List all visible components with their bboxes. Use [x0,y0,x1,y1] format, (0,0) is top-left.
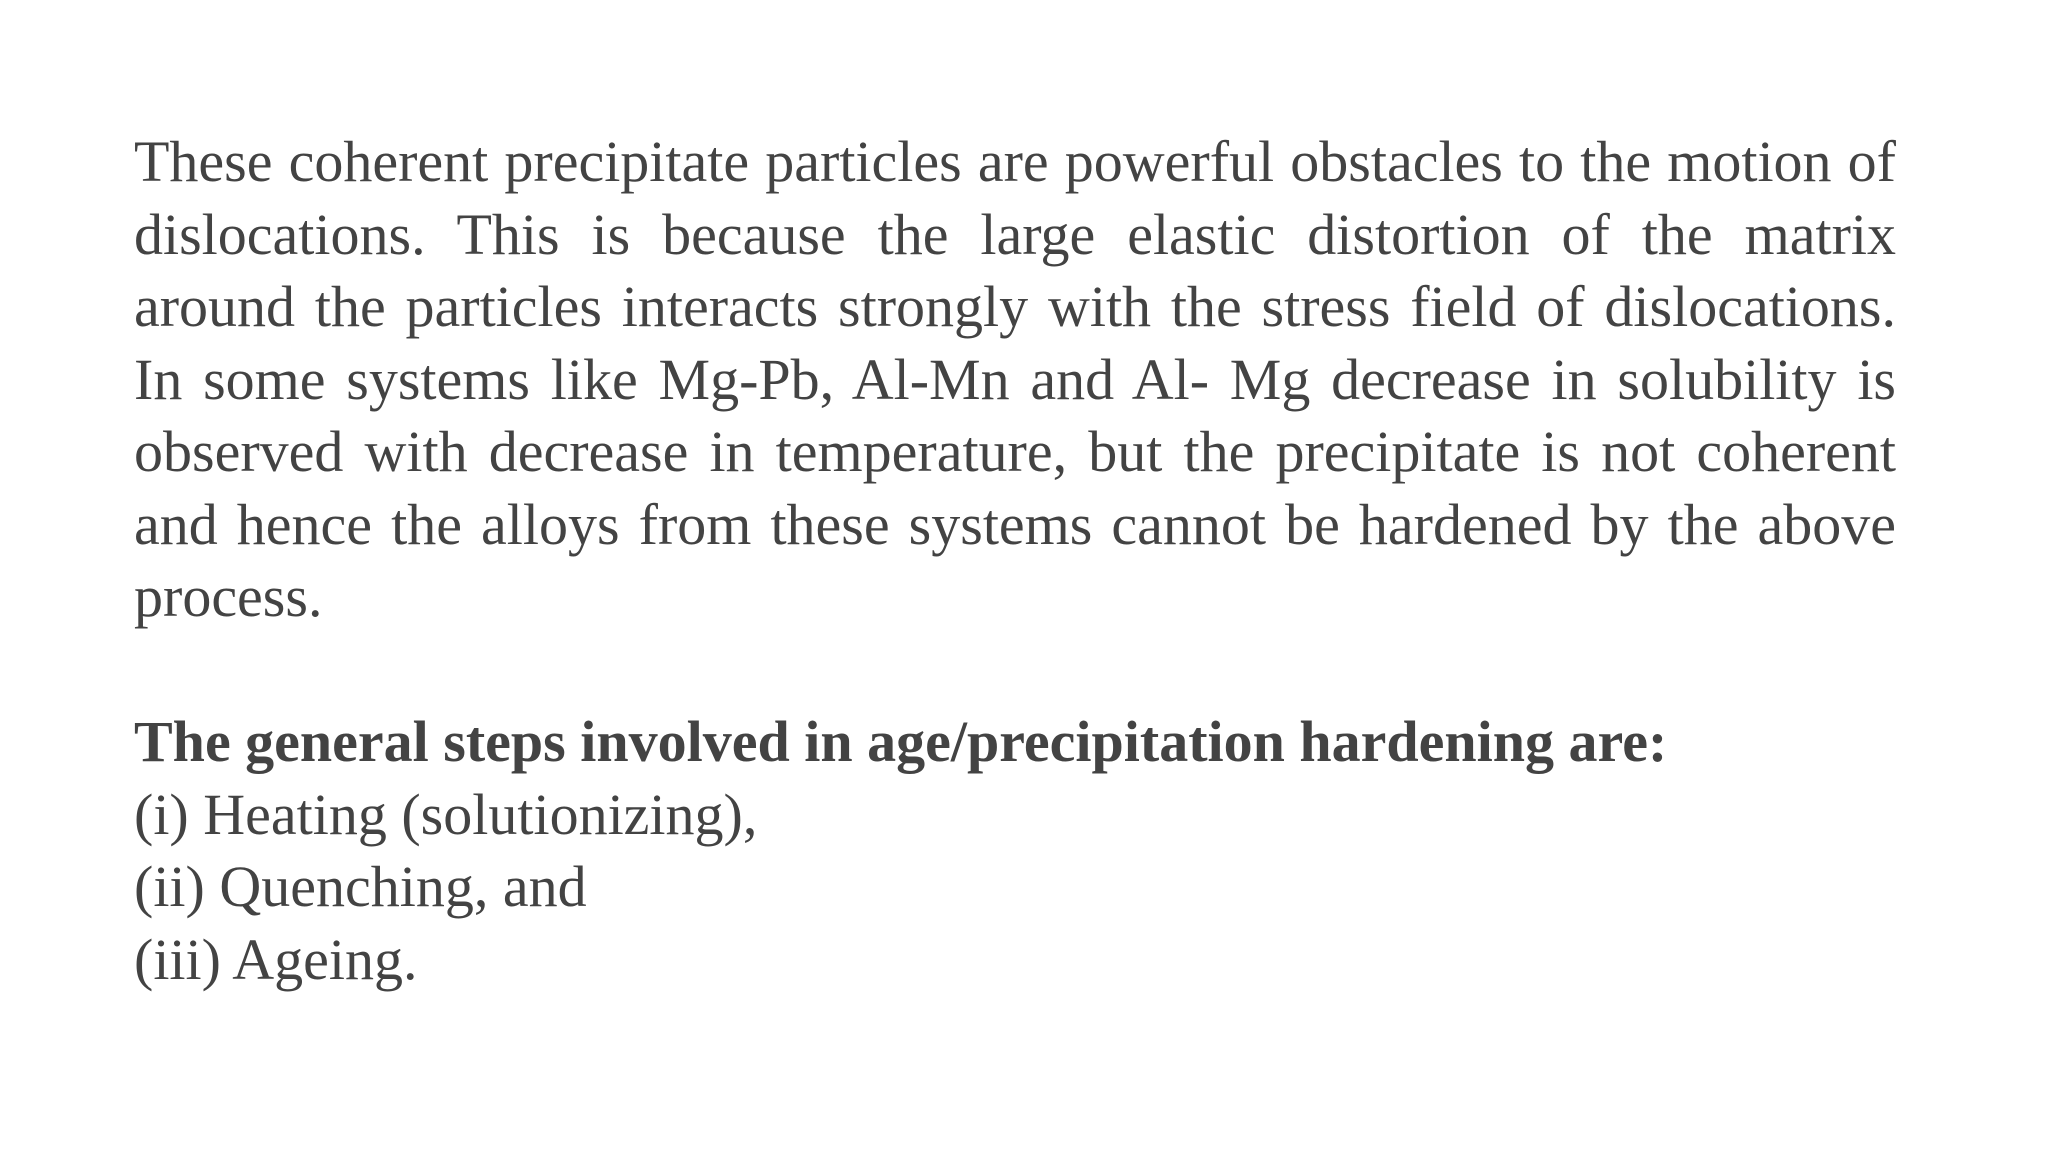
paragraph-spacer [134,634,1896,707]
step-item-ageing: (iii) Ageing. [134,926,418,992]
slide-content [134,126,1896,996]
step-item-heating: (i) Heating (solutionizing), [134,781,758,847]
step-item-quenching: (ii) Quenching, and [134,854,587,919]
body-paragraph: These coherent precipitate particles are powerful obstacles to the motion of dislocations. This is because the large elastic distortion of the matrix around the particles interacts strongly with the stress field of dislocations. In some systems like Mg-Pb, Al-Mn and Al- Mg decrease in solubility is observed with decrease in temperature, but the precipitate is not coherent and hence the alloys from these systems cannot be hardened by the above process. [134,129,1896,629]
steps-heading: The general steps involved in age/precipitation hardening are: [134,709,1668,774]
